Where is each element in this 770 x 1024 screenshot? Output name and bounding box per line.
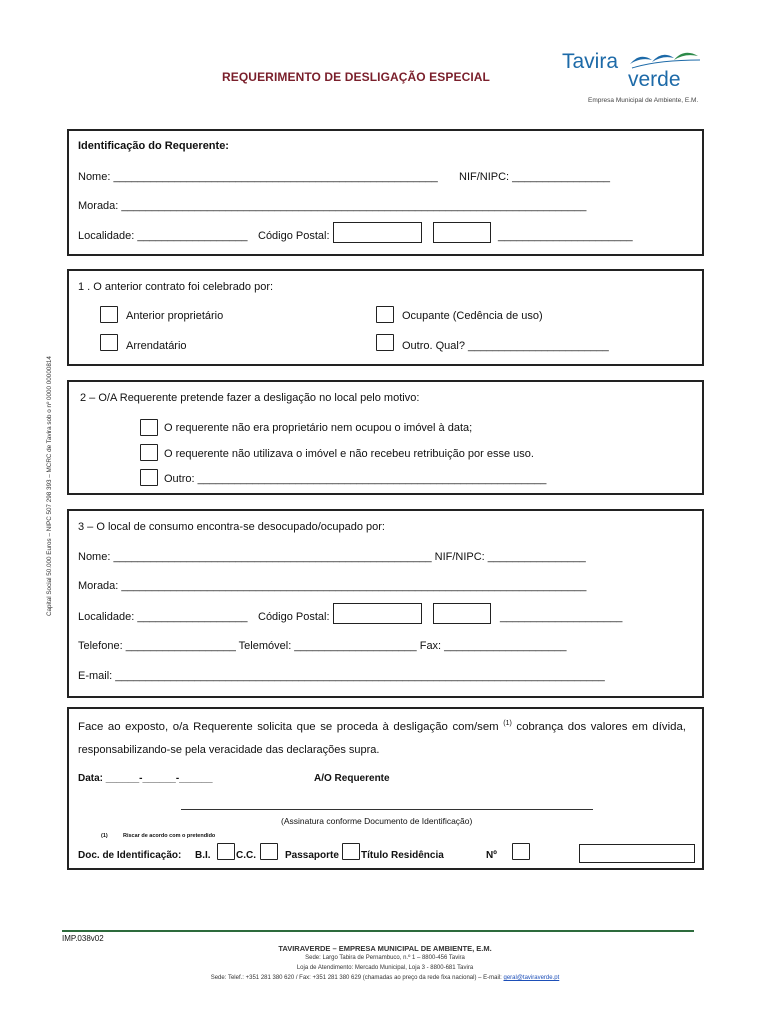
date-field[interactable]: Data: ______-______-______ (78, 773, 213, 784)
checkbox-previous-owner[interactable] (100, 306, 118, 323)
checkbox-bi[interactable] (217, 843, 235, 860)
phone-fields[interactable]: Telefone: __________________ Telemóvel: ____________________ Fax: ____________________ (78, 640, 567, 652)
form-code: IMP.038v02 (62, 934, 104, 943)
logo-word-verde: verde (628, 68, 681, 91)
locality-field[interactable]: Localidade: __________________ (78, 230, 248, 242)
section-heading: 1 . O anterior contrato foi celebrado por: (78, 281, 274, 293)
declaration-part-1: Face ao exposto, o/a Requerente solicita que se proceda à desligação com/sem (78, 720, 499, 733)
footnote-ref: (1) (503, 720, 512, 727)
name-field[interactable]: Nome: _____________________________________________________ (78, 171, 438, 183)
checkbox-tenant[interactable] (100, 334, 118, 351)
previous-contract-box (67, 269, 704, 366)
declaration-text-2: responsabilizando-se pela veracidade das declarações supra. (78, 744, 380, 756)
footnote-text: Riscar de acordo com o pretendido (123, 833, 216, 839)
footer-email-link[interactable]: geral@taviraverde.pt (503, 975, 560, 981)
footer-contact-text: Sede: Telef.: +351 281 380 620 / Fax: +351 281 380 629 (chamadas ao preço da rede fixa nacional) – E-mail: (210, 975, 502, 981)
logo-subtitle: Empresa Municipal de Ambiente, E.M. (588, 97, 699, 104)
section-heading: 3 – O local de consumo encontra-se desocupado/ocupado por: (78, 521, 385, 533)
checkbox-reason-1[interactable] (140, 419, 158, 436)
occupant-address-field[interactable]: Morada: ____________________________________________________________________________ (78, 580, 587, 592)
section-heading: Identificação do Requerente: (78, 140, 229, 152)
option-label: Anterior proprietário (126, 310, 224, 322)
postal-locality-field[interactable]: ______________________ (498, 230, 633, 242)
checkbox-reason-2[interactable] (140, 444, 158, 461)
footer-contacts (50, 975, 720, 981)
option-label: Ocupante (Cedência de uso) (402, 310, 543, 322)
section-heading: 2 – O/A Requerente pretende fazer a desligação no local pelo motivo: (80, 392, 420, 404)
requester-identification-box (67, 129, 704, 256)
occupant-locality-field[interactable]: Localidade: __________________ (78, 611, 248, 623)
residence-permit-label: Título Residência (361, 850, 444, 861)
address-field[interactable]: Morada: ____________________________________________________________________________ (78, 200, 587, 212)
company-legal-side-text: Capital Social 50.000 Euros – NIPC 507 298 393 – MCRC de Tavira sob o nº 0000 00000814 (46, 356, 53, 616)
other-reason-field[interactable]: Outro: _________________________________________________________ (164, 473, 547, 485)
postal-code-input-1[interactable] (333, 222, 422, 243)
checkbox-other[interactable] (376, 334, 394, 351)
footer-company: TAVIRAVERDE – EMPRESA MUNICIPAL DE AMBIENTE, E.M. (278, 944, 492, 953)
consumption-location-box (67, 509, 704, 698)
postal-code-label: Código Postal: (258, 611, 330, 623)
reason-box (67, 380, 704, 495)
document-title: REQUERIMENTO DE DESLIGAÇÃO ESPECIAL (222, 70, 490, 84)
footer-divider (62, 930, 694, 932)
email-field[interactable]: E-mail: ________________________________________________________________________________ (78, 670, 605, 682)
checkbox-cc[interactable] (260, 843, 278, 860)
cc-label: C.C. (236, 850, 256, 861)
declaration-box (67, 707, 704, 870)
occupant-name-field[interactable]: Nome: ____________________________________________________ NIF/NIPC: ________________ (78, 551, 586, 563)
postal-code-input-2[interactable] (433, 222, 491, 243)
postal-code-input-1[interactable] (333, 603, 422, 624)
postal-locality-field[interactable]: ____________________ (500, 611, 623, 623)
footnote-number: (1) (101, 833, 108, 839)
signature-caption: (Assinatura conforme Documento de Identificação) (281, 816, 473, 826)
option-label: Arrendatário (126, 340, 187, 352)
taviraverde-logo (562, 44, 712, 106)
checkbox-passport[interactable] (342, 843, 360, 860)
postal-code-label: Código Postal: (258, 230, 330, 242)
other-specify-field[interactable]: Outro. Qual? _______________________ (402, 340, 609, 352)
option-label: O requerente não utilizava o imóvel e não recebeu retribuição por esse uso. (164, 448, 534, 460)
footer-headquarters: Sede: Largo Tabira de Pernambuco, n.º 1 – 8800-456 Tavira (305, 955, 465, 961)
document-number-input[interactable] (579, 844, 695, 863)
checkbox-reason-other[interactable] (140, 469, 158, 486)
id-document-label: Doc. de Identificação: (78, 850, 182, 861)
logo-word-tavira: Tavira (562, 50, 619, 73)
bi-label: B.I. (195, 850, 211, 861)
water-drops-icon (628, 48, 702, 70)
declaration-text (78, 720, 686, 733)
number-label: Nº (486, 850, 497, 861)
footer-store: Loja de Atendimento: Mercado Municipal, Loja 3 - 8800-681 Tavira (296, 965, 474, 971)
declaration-part-2: cobrança dos valores em dívida, (516, 720, 686, 733)
checkbox-occupant[interactable] (376, 306, 394, 323)
option-label: O requerente não era proprietário nem ocupou o imóvel à data; (164, 422, 473, 434)
signature-line[interactable] (181, 809, 593, 810)
postal-code-input-2[interactable] (433, 603, 491, 624)
checkbox-number[interactable] (512, 843, 530, 860)
nif-field[interactable]: NIF/NIPC: ________________ (459, 171, 611, 183)
requester-signature-label: A/O Requerente (314, 773, 390, 784)
passport-label: Passaporte (285, 850, 339, 861)
